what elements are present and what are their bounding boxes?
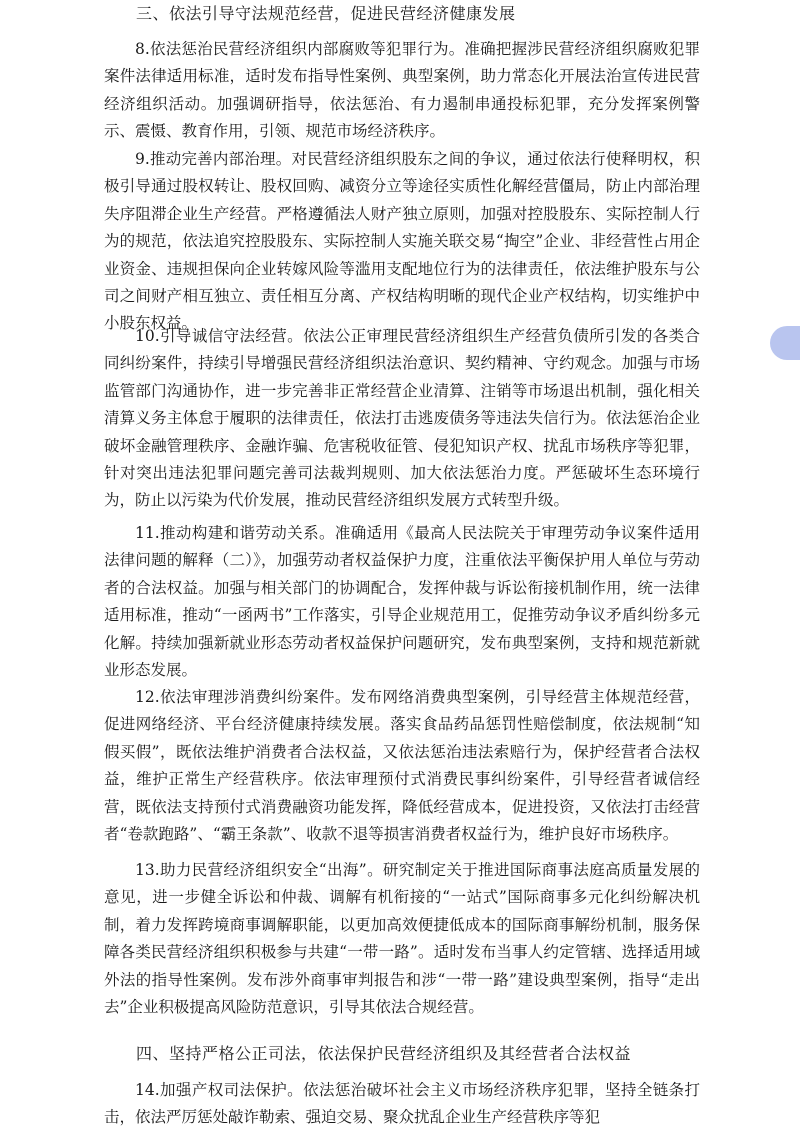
paragraph-14: 14.加强产权司法保护。依法惩治破坏社会主义市场经济秩序犯罪，坚持全链条打击，依法严厉惩处敲诈勒索、强迫交易、聚众扰乱企业生产经营秩序等犯	[104, 1081, 700, 1127]
paragraph-11: 11.推动构建和谐劳动关系。准确适用《最高人民法院关于审理劳动争议案件适用法律问题的解释（二）》，加强劳动者权益保护力度，注重依法平衡保护用人单位与劳动者的合法权益。加强与相关部门的协调配合，发挥仲裁与诉讼衔接机制作用，统一法律适用标准，推动“一函两书”工作落实，引导企业规范用工，促推劳动争议矛盾纠纷多元化解。持续加强新就业形态劳动者权益保护问题研究，发布典型案例，支持和规范新就业形态发展。	[104, 524, 700, 680]
paragraph-8: 8.依法惩治民营经济组织内部腐败等犯罪行为。准确把握涉民营经济组织腐败犯罪案件法律适用标准，适时发布指导性案例、典型案例，助力常态化开展法治宣传进民营经济组织活动。加强调研指导，依法惩治、有力遏制串通投标犯罪，充分发挥案例警示、震慑、教育作用，引领、规范市场经济秩序。	[104, 40, 700, 141]
paragraph-9: 9.推动完善内部治理。对民营经济组织股东之间的争议，通过依法行使释明权，积极引导通过股权转让、股权回购、减资分立等途径实质性化解经营僵局，防止内部治理失序阻滞企业生产经营。严格遵循法人财产独立原则，加强对控股股东、实际控制人行为的规范，依法追究控股股东、实际控制人实施关联交易“掏空”企业、非经营性占用企业资金、违规担保向企业转嫁风险等滥用支配地位行为的法律责任，依法维护股东与公司之间财产相互独立、责任相互分离、产权结构明晰的现代企业产权结构，切实维护中小股东权益。	[104, 150, 700, 333]
paragraph-13: 13.助力民营经济组织安全“出海”。研究制定关于推进国际商事法庭高质量发展的意见，进一步健全诉讼和仲裁、调解有机衔接的“一站式”国际商事多元化纠纷解决机制，着力发挥跨境商事调解职能，以更加高效便捷低成本的国际商事解纷机制，服务保障各类民营经济组织积极参与共建“一带一路”。适时发布当事人约定管辖、选择适用域外法的指导性案例。发布涉外商事审判报告和涉“一带一路”建设典型案例，指导“走出去”企业积极提高风险防范意识，引导其依法合规经营。	[104, 861, 700, 1017]
side-panel-tab[interactable]	[770, 326, 800, 360]
section-heading-3: 三、依法引导守法规范经营，促进民营经济健康发展	[136, 4, 516, 23]
paragraph-12: 12.依法审理涉消费纠纷案件。发布网络消费典型案例，引导经营主体规范经营，促进网络经济、平台经济健康持续发展。落实食品药品惩罚性赔偿制度，依法规制“知假买假”，既依法维护消费者合法权益，又依法惩治违法索赔行为，保护经营者合法权益，维护正常生产经营秩序。依法审理预付式消费民事纠纷案件，引导经营者诚信经营，既依法支持预付式消费融资功能发挥，降低经营成本，促进投资，又依法打击经营者“卷款跑路”、“霸王条款”、收款不退等损害消费者权益行为，维护良好市场秩序。	[104, 688, 700, 844]
paragraph-10: 10.引导诚信守法经营。依法公正审理民营经济组织生产经营负债所引发的各类合同纠纷案件，持续引导增强民营经济组织法治意识、契约精神、守约观念。加强与市场监管部门沟通协作，进一步完善非正常经营企业清算、注销等市场退出机制，强化相关清算义务主体怠于履职的法律责任，依法打击逃废债务等违法失信行为。依法惩治企业破坏金融管理秩序、金融诈骗、危害税收征管、侵犯知识产权、扰乱市场秩序等犯罪，针对突出违法犯罪问题完善司法裁判规则、加大依法惩治力度。严惩破坏生态环境行为，防止以污染为代价发展，推动民营经济组织发展方式转型升级。	[104, 327, 700, 510]
section-heading-4: 四、坚持严格公正司法，依法保护民营经济组织及其经营者合法权益	[136, 1044, 632, 1063]
